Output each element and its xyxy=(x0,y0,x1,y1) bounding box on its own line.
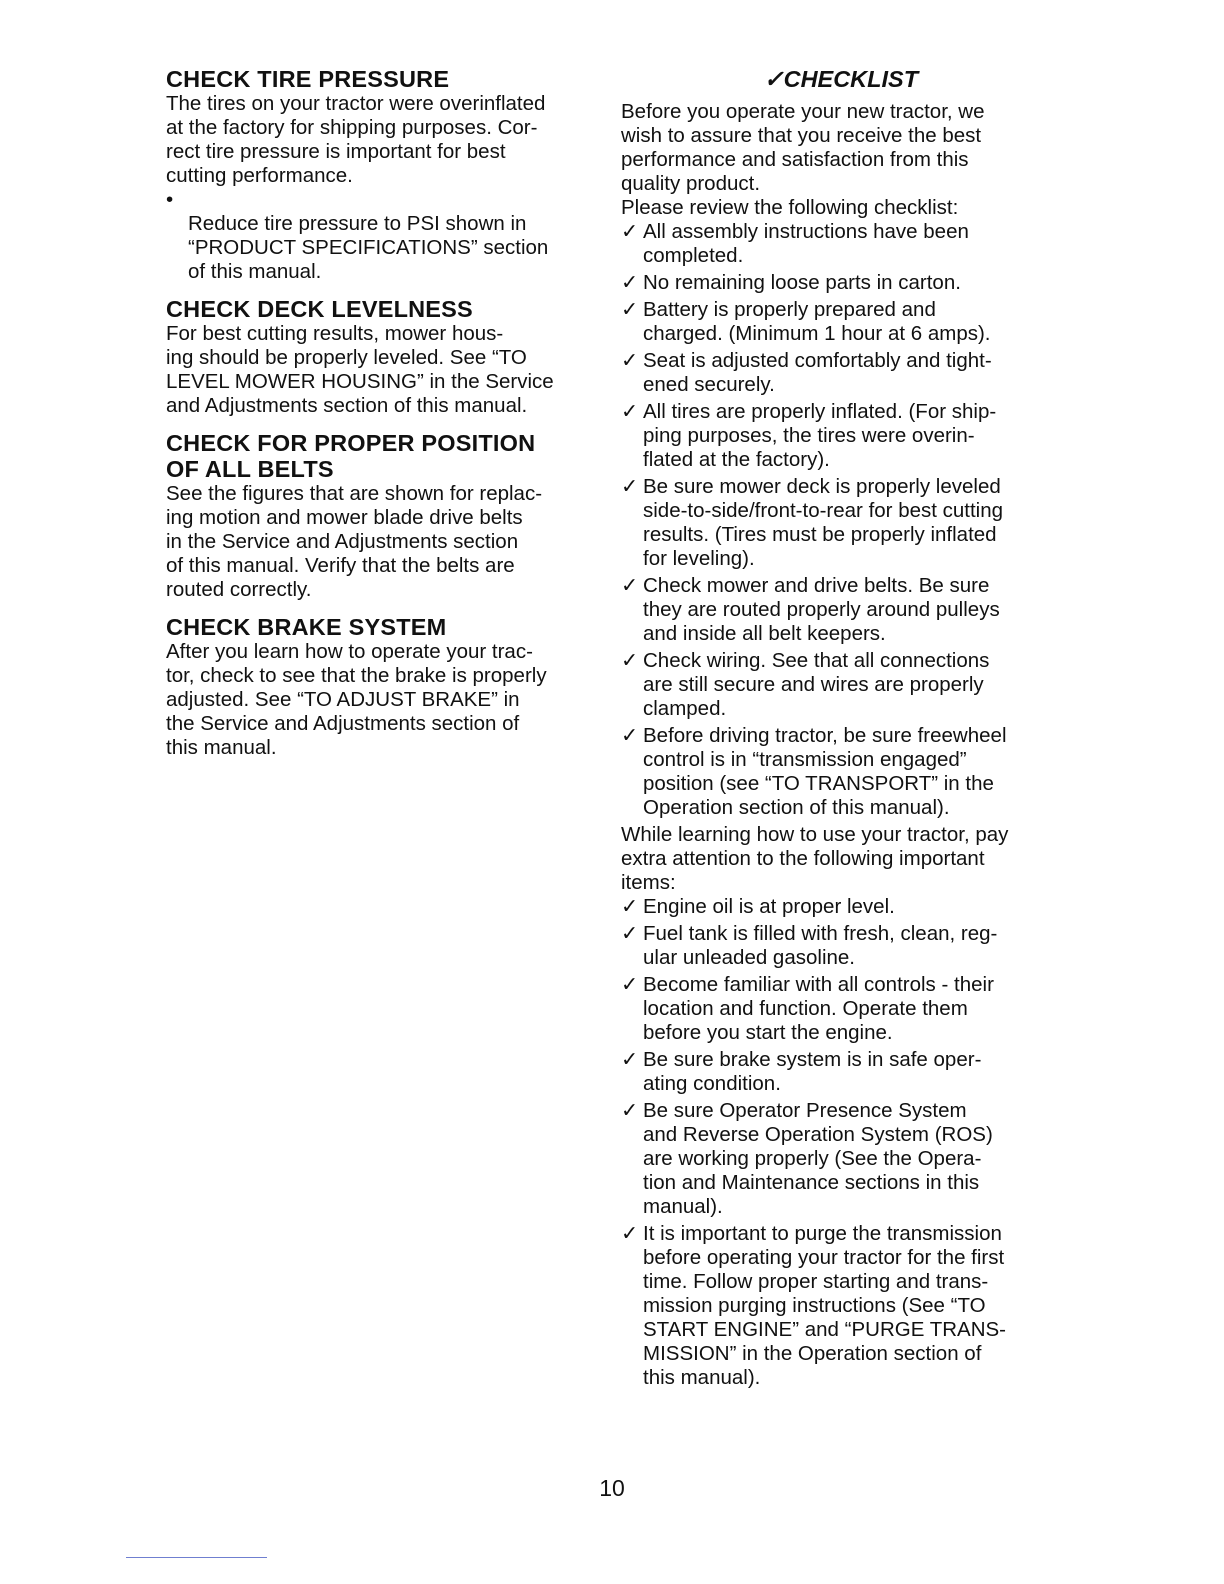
learning-item xyxy=(621,895,1061,919)
check-mark-icon: ✓ xyxy=(621,475,639,498)
checklist-item xyxy=(621,349,1061,397)
check-mark-icon: ✓ xyxy=(621,574,639,597)
learning-item-text: Become familiar with all controls - their location and function. Operate them before you start the engine. xyxy=(643,973,994,1044)
checklist-item-text: All assembly instructions have been completed. xyxy=(643,220,969,267)
checklist-list xyxy=(621,220,1061,823)
learning-item-text: Fuel tank is filled with fresh, clean, reg- ular unleaded gasoline. xyxy=(643,922,998,969)
check-mark-icon: ✓ xyxy=(621,298,639,321)
check-mark-icon: ✓ xyxy=(621,1099,639,1122)
learning-item-text: Be sure Operator Presence System and Reverse Operation System (ROS) are working properly (See the Opera- tion and Maintenance sections in this manual). xyxy=(643,1099,993,1218)
tire-pressure-body: The tires on your tractor were overinflated at the factory for shipping purposes. Cor- rect tire pressure is important for best cutting performance. xyxy=(166,92,546,187)
checklist-intro: Before you operate your new tractor, we wish to assure that you receive the best performance and satisfaction from this quality product. xyxy=(621,100,985,195)
left-column xyxy=(166,66,598,760)
bullet-dot: • xyxy=(166,188,174,211)
checklist-item-text: Before driving tractor, be sure freewheel control is in “transmission engaged” position (see “TO TRANSPORT” in the Operation section of this manual). xyxy=(643,724,1007,819)
learning-item xyxy=(621,1222,1061,1390)
learning-item xyxy=(621,922,1061,970)
learning-item xyxy=(621,973,1061,1045)
tire-pressure-bullet-text: Reduce tire pressure to PSI shown in “PRODUCT SPECIFICATIONS” section of this manual. xyxy=(188,212,549,283)
belts-body: See the figures that are shown for replac- ing motion and mower blade drive belts in the Service and Adjustments section of this manual. Verify that the belts are routed correctly. xyxy=(166,482,543,601)
checklist-item xyxy=(621,475,1061,571)
learning-item-text: Engine oil is at proper level. xyxy=(643,895,895,918)
tire-pressure-heading: CHECK TIRE PRESSURE xyxy=(166,66,450,92)
deck-levelness-body: For best cutting results, mower hous- ing should be properly leveled. See “TO LEVEL MOWER HOUSING” in the Service and Adjustments section of this manual. xyxy=(166,322,554,417)
checklist-item xyxy=(621,298,1061,346)
check-mark-icon: ✓ xyxy=(621,922,639,945)
page-number: 10 xyxy=(599,1475,625,1501)
brake-body: After you learn how to operate your trac- tor, check to see that the brake is properly adjusted. See “TO ADJUST BRAKE” in the Service and Adjustments section of this manual. xyxy=(166,640,547,759)
learning-list xyxy=(621,895,1061,1393)
belts-heading: CHECK FOR PROPER POSITION OF ALL BELTS xyxy=(166,430,536,482)
checklist-review-label: Please review the following checklist: xyxy=(621,196,959,219)
checklist-title: ✓CHECKLIST xyxy=(763,66,919,92)
check-mark-icon: ✓ xyxy=(621,271,639,294)
learning-intro: While learning how to use your tractor, pay extra attention to the following important items: xyxy=(621,823,1009,894)
learning-item xyxy=(621,1099,1061,1219)
check-mark-icon: ✓ xyxy=(621,973,639,996)
check-mark-icon: ✓ xyxy=(621,1048,639,1071)
checklist-item xyxy=(621,649,1061,721)
check-mark-icon: ✓ xyxy=(621,220,639,243)
check-mark-icon: ✓ xyxy=(621,400,639,423)
checklist-item-text: Battery is properly prepared and charged. (Minimum 1 hour at 6 amps). xyxy=(643,298,991,345)
brake-heading: CHECK BRAKE SYSTEM xyxy=(166,614,447,640)
learning-item xyxy=(621,1048,1061,1096)
check-mark-icon: ✓ xyxy=(621,724,639,747)
checklist-item-text: Seat is adjusted comfortably and tight- ened securely. xyxy=(643,349,992,396)
checklist-item-text: Check wiring. See that all connections are still secure and wires are properly clamped. xyxy=(643,649,990,720)
check-mark-icon: ✓ xyxy=(621,1222,639,1245)
learning-item-text: It is important to purge the transmission before operating your tractor for the first time. Follow proper starting and trans- mission purging instructions (See “TO START ENGINE” and “PURGE TRANS- MISSION” in the Operation section of this manual). xyxy=(643,1222,1007,1389)
checklist-item-text: No remaining loose parts in carton. xyxy=(643,271,961,294)
checklist-item xyxy=(621,220,1061,268)
check-mark-icon: ✓ xyxy=(621,895,639,918)
checklist-item xyxy=(621,400,1061,472)
learning-item-text: Be sure brake system is in safe oper- ating condition. xyxy=(643,1048,982,1095)
checklist-item xyxy=(621,724,1061,820)
check-mark-icon: ✓ xyxy=(621,349,639,372)
footer-rule xyxy=(126,1557,267,1558)
checklist-item-text: Check mower and drive belts. Be sure they are routed properly around pulleys and inside all belt keepers. xyxy=(643,574,1000,645)
checklist-item-text: Be sure mower deck is properly leveled side-to-side/front-to-rear for best cutting results. (Tires must be properly inflated for leveling). xyxy=(643,475,1004,570)
tire-pressure-bullet xyxy=(166,188,598,284)
checklist-item xyxy=(621,271,1061,295)
checklist-item-text: All tires are properly inflated. (For ship- ping purposes, the tires were overin- flated at the factory). xyxy=(643,400,997,471)
check-mark-icon: ✓ xyxy=(621,649,639,672)
checklist-item xyxy=(621,574,1061,646)
deck-levelness-heading: CHECK DECK LEVELNESS xyxy=(166,296,473,322)
right-column xyxy=(621,66,1061,1393)
